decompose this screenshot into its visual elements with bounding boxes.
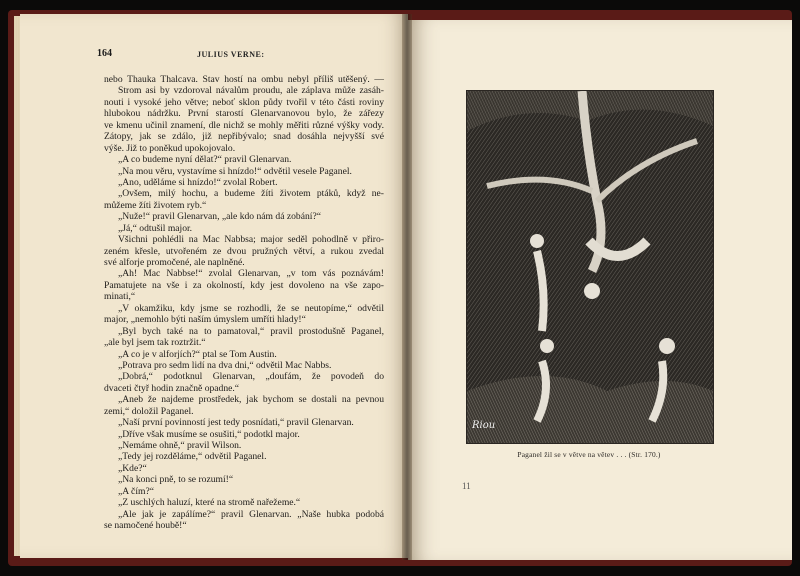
- text-line: „A čím?“: [118, 485, 154, 497]
- text-line: major, „nemohlo býti naším úmyslem umříti hlady!“: [104, 314, 306, 326]
- text-line: „Kde?“: [118, 462, 147, 474]
- text-line: „Nuže!“ pravil Glenarvan, „ale kdo nám dá zobání?“: [118, 211, 321, 223]
- text-line: své alforje promočené, ale naplněné.: [104, 257, 245, 268]
- book-gutter: [402, 14, 412, 560]
- engraving-svg: [467, 91, 713, 443]
- text-line: dvaceti čtyř hodin značně opadne.“: [104, 382, 240, 394]
- text-line: „Byl bych také na to pamatoval,“ pravil prostodušně Paganel,: [118, 325, 384, 337]
- text-line: „Potrava pro sedm lidí na dva dni,“ odvětil Mac Nabbs.: [118, 359, 332, 371]
- text-line: „Nemáme ohně,“ pravil Wilson.: [118, 440, 242, 451]
- text-line: můžeme žíti životem ryb.“: [104, 199, 207, 211]
- text-line: „Ano, uděláme si hnízdo!“ zvolal Robert.: [118, 176, 278, 188]
- text-line: Strom asi by vzdoroval návalům proudu, ale záplava může zasáh-: [118, 85, 384, 97]
- text-line: nouti i vysoké jeho větve; neboť sklon půdy tvořil v této části roviny: [104, 96, 384, 108]
- running-head: JULIUS VERNE:: [197, 50, 265, 59]
- artist-signature: Riou: [472, 420, 496, 431]
- text-line: se namočené houbě!“: [104, 520, 187, 532]
- text-line: „V okamžiku, kdy jsme se rozhodli, že se neutopíme,“ odvětil: [118, 302, 384, 314]
- text-line: „Ah! Mac Nabbse!“ zvolal Glenarvan, „v tom vás poznávám!: [118, 268, 384, 280]
- text-line: „Z uschlých haluzí, které na stromě nařežeme.“: [118, 497, 301, 509]
- body-text: [104, 74, 384, 532]
- text-line: „Naší první povinností jest tedy posnídati,“ pravil Glenarvan.: [118, 417, 354, 429]
- text-line: „Ovšem, milý hochu, a budeme žíti životem ptáků, když ne-: [118, 188, 384, 200]
- text-line: „Na konci pně, to se rozumí!“: [118, 474, 234, 486]
- text-line: Zátopy, jak se zdálo, již nepřibývalo; snad dosáhla nejvyšší své: [104, 131, 384, 143]
- sheet-number: 11: [462, 481, 471, 491]
- text-line: „Ale jak je zapálíme?“ pravil Glenarvan. „Naše hubka podobá: [118, 508, 384, 520]
- text-line: minati,“: [104, 291, 136, 303]
- text-line: zemi,“ doložil Paganel.: [104, 405, 194, 417]
- text-line: výše. Již to poněkud upokojovalo.: [104, 142, 236, 154]
- text-line: Pamatujete na vše i za okolností, kdy jest dovoleno na vše zapo-: [104, 279, 384, 291]
- text-line: „Na mou věru, vystavíme si hnízdo!“ odvětil vesele Paganel.: [118, 165, 352, 177]
- text-line: „Tedy jej rozděláme,“ odvětil Paganel.: [118, 451, 267, 463]
- text-line: Všichni pohlédli na Mac Nabbsa; major seděl pohodlně v přiro-: [118, 234, 384, 246]
- text-line: „ale byl jsem tak roztržit.“: [104, 337, 206, 349]
- text-line: nebo Thauka Thalcava. Stav hostí na ombu nebyl příliš utěšený. —: [104, 74, 384, 85]
- text-line: hlubokou nádržku. První starostí Glenarvanovou bylo, že zářezy: [104, 108, 384, 120]
- engraving-illustration: [466, 90, 714, 444]
- text-line: ve kmenu učinil znamení, dle nichž se mohly měřiti různé výšky vody.: [104, 119, 384, 131]
- text-line: „Aneb že najdeme prostředek, jak bychom se dostali na pevnou: [118, 394, 384, 406]
- illustration-caption: Paganel žil se v větve na větev . . . (Str. 170.): [517, 450, 661, 459]
- text-line: „Já,“ odtušil major.: [118, 222, 193, 234]
- text-line: „A co budeme nyní dělat?“ pravil Glenarvan.: [118, 154, 292, 166]
- text-line: „A co je v alforjích?“ ptal se Tom Austin.: [118, 348, 277, 360]
- text-line: „Dříve však musíme se osušiti,“ podotkl major.: [118, 428, 300, 440]
- text-line: „Dobrá,“ podotknul Glenarvan, „doufám, že povodeň do: [118, 371, 384, 383]
- page-number: 164: [97, 48, 112, 59]
- text-line: zeném křesle, utvořeném ze dvou pružných větví, a rukou zvedal: [104, 245, 384, 257]
